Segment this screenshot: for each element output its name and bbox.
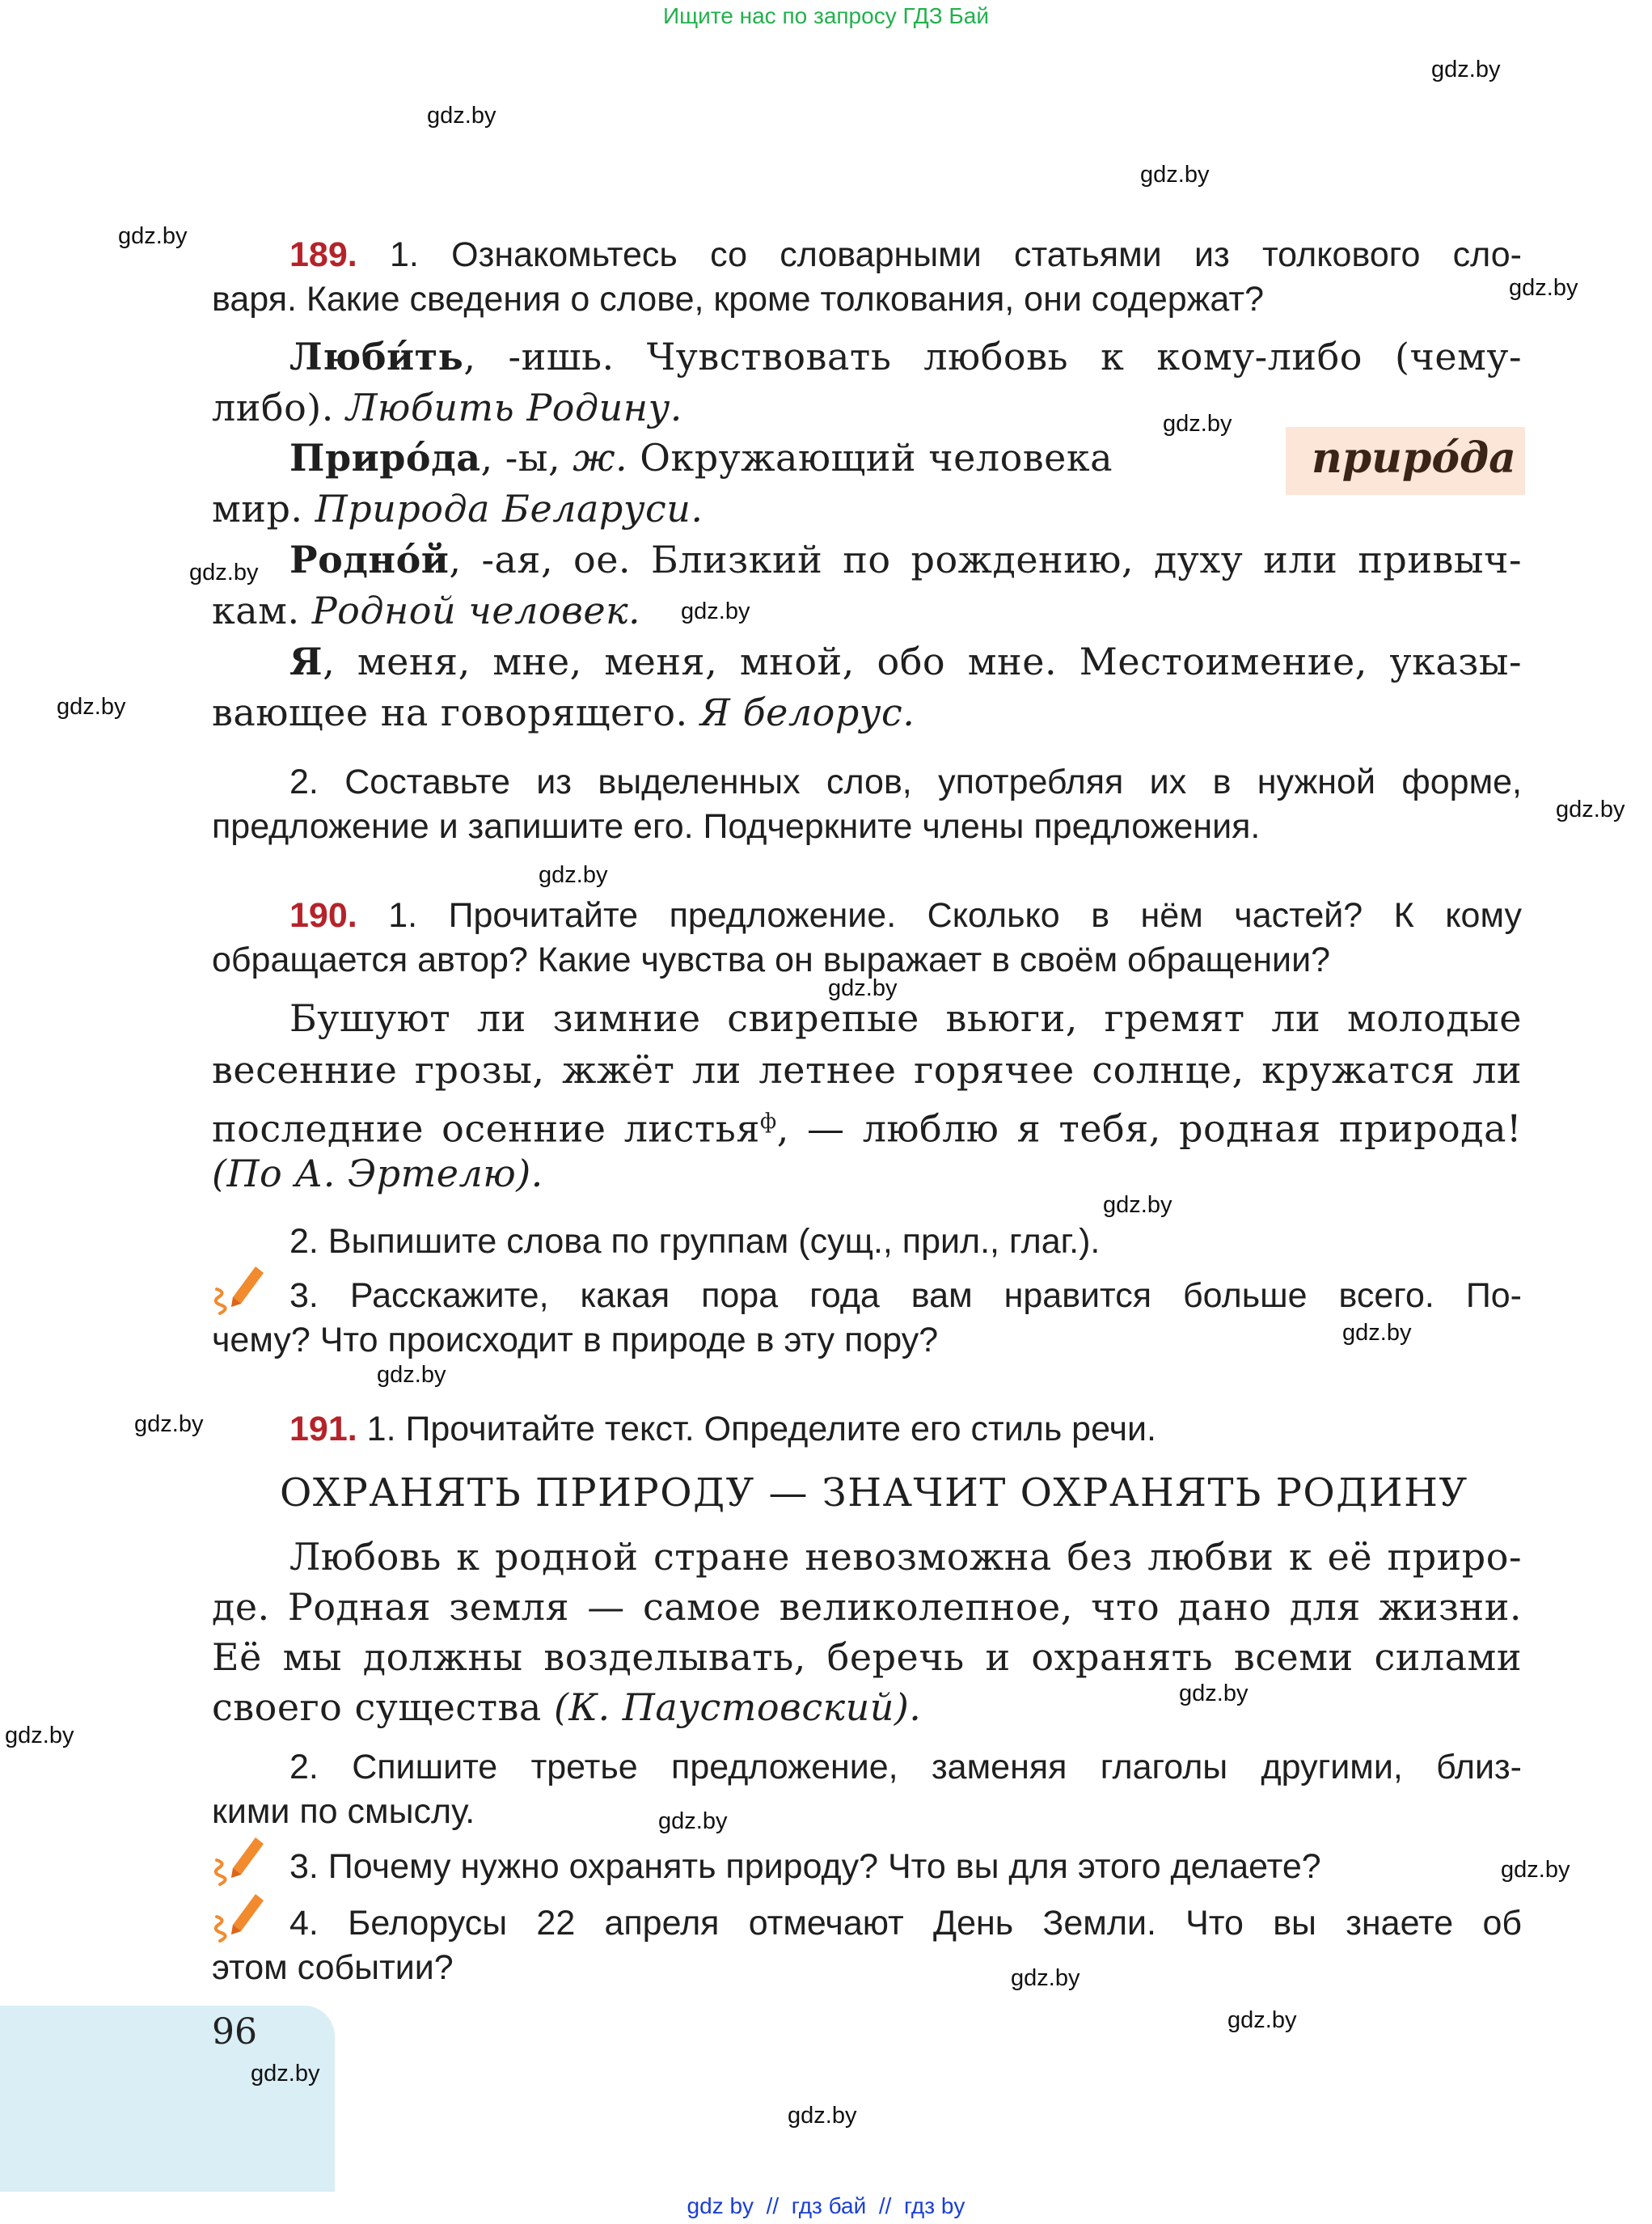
dictionary-entry-cont: мир. Природа Беларуси. — [212, 487, 703, 531]
pencil-icon — [209, 1829, 267, 1888]
ex191-task2-cont: кими по смыслу. — [212, 1792, 475, 1831]
watermark: gdz.by — [427, 103, 496, 129]
highlight-word: приро́да — [1312, 433, 1516, 483]
page-number: 96 — [212, 2011, 257, 2053]
search-banner[interactable]: Ищите нас по запросу ГДЗ Бай — [662, 3, 990, 28]
exercise-number: 189. — [289, 235, 357, 274]
ex191-text: своего существа (К. Паустовский). — [212, 1685, 922, 1729]
watermark: gdz.by — [1179, 1681, 1249, 1706]
ex189-task2-cont: предложение и запишите его. Подчеркните члены предложения. — [212, 807, 1261, 846]
exercise-number: 190. — [289, 896, 357, 935]
ex191-text: Её мы должны возделывать, беречь и охранять всеми силами — [212, 1635, 1522, 1679]
footnote-mark: ф — [759, 1110, 777, 1134]
watermark: gdz.by — [251, 2061, 320, 2087]
exercise-number: 191. — [289, 1410, 357, 1448]
ex190-task2: 2. Выпишите слова по группам (сущ., прил., глаг.). — [289, 1222, 1101, 1261]
ex191-task2: 2. Спишите третье предложение, заменяя глаголы другими, близ- — [289, 1748, 1522, 1786]
ex190-source: (По А. Эртелю). — [212, 1152, 543, 1195]
footer-link[interactable]: gdz by — [687, 2193, 754, 2218]
ex190-text: последние осенние листья$^ф$, — люблю я тебя, родная природа! — [212, 1106, 1522, 1151]
watermark: gdz.by — [189, 560, 259, 586]
watermark: gdz.by — [658, 1808, 728, 1834]
watermark: gdz.by — [539, 862, 608, 888]
watermark: gdz.by — [681, 598, 750, 624]
watermark: gdz.by — [57, 694, 126, 720]
ex191-task1: 191. 1. Прочитайте текст. Определите его стиль речи. — [289, 1410, 1156, 1448]
ex189-task1: 189. 1. Ознакомьтесь со словарными статьями из толкового сло- — [289, 235, 1522, 274]
ex190-task1: 190. 1. Прочитайте предложение. Сколько в нём частей? К кому — [289, 896, 1522, 935]
ex190-task3-cont: чему? Что происходит в природе в эту пору? — [212, 1321, 939, 1359]
ex190-text: Бушуют ли зимние свирепые вьюги, гремят ли молодые — [289, 996, 1522, 1040]
ex190-text: весенние грозы, жжёт ли летнее горячее солнце, кружатся ли — [212, 1048, 1522, 1092]
dictionary-entry-cont: вающее на говорящего. Я белорус. — [212, 691, 915, 734]
watermark: gdz.by — [1556, 797, 1625, 822]
dictionary-entry: Я, меня, мне, меня, мной, обо мне. Местоимение, указы- — [289, 640, 1522, 683]
watermark: gdz.by — [828, 975, 898, 1001]
ex191-text: де. Родная земля — самое великолепное, что дано для жизни. — [212, 1585, 1522, 1629]
dictionary-entry: Люби́ть, -ишь. Чувствовать любовь к кому-либо (чему- — [289, 335, 1522, 378]
footer-link[interactable]: гдз бай — [791, 2193, 867, 2218]
watermark: gdz.by — [1431, 57, 1501, 82]
footer-links: gdz by // гдз бай // гдз by — [687, 2193, 965, 2218]
dictionary-entry: Приро́да, -ы, ж. Окружающий человека — [289, 436, 1113, 480]
dictionary-entry: Родно́й, -ая, ое. Близкий по рождению, духу или привыч- — [289, 538, 1522, 581]
watermark: gdz.by — [1011, 1965, 1080, 1991]
ex191-text: Любовь к родной стране невозможна без любви к её приро- — [289, 1535, 1522, 1579]
watermark: gdz.by — [788, 2103, 857, 2129]
text-title: ОХРАНЯТЬ ПРИРОДУ — ЗНАЧИТ ОХРАНЯТЬ РОДИНУ — [280, 1470, 1468, 1516]
watermark: gdz.by — [1509, 275, 1578, 301]
ex191-task4: 4. Белорусы 22 апреля отмечают День Земли. Что вы знаете об — [289, 1904, 1522, 1943]
ex190-task1-cont: обращается автор? Какие чувства он выражает в своём обращении? — [212, 941, 1331, 979]
watermark: gdz.by — [1103, 1192, 1172, 1218]
ex189-task1-cont: варя. Какие сведения о слове, кроме толкования, они содержат? — [212, 280, 1265, 319]
ex191-task3: 3. Почему нужно охранять природу? Что вы для этого делаете? — [289, 1847, 1321, 1886]
footer-link[interactable]: гдз by — [903, 2193, 965, 2218]
watermark: gdz.by — [5, 1723, 74, 1748]
watermark: gdz.by — [1342, 1320, 1412, 1346]
watermark: gdz.by — [134, 1411, 204, 1437]
ex189-task2: 2. Составьте из выделенных слов, употребляя их в нужной форме, — [289, 763, 1522, 801]
ex191-task4-cont: этом событии? — [212, 1948, 454, 1987]
dictionary-entry-cont: либо). Любить Родину. — [212, 386, 682, 429]
watermark: gdz.by — [377, 1362, 446, 1388]
dictionary-entry-cont: кам. Родной человек. — [212, 589, 641, 632]
watermark: gdz.by — [118, 223, 188, 249]
watermark: gdz.by — [1227, 2007, 1297, 2033]
ex190-task3: 3. Расскажите, какая пора года вам нравится больше всего. По- — [289, 1276, 1522, 1315]
watermark: gdz.by — [1163, 411, 1232, 437]
page-number-box — [0, 2006, 335, 2192]
watermark: gdz.by — [1140, 162, 1210, 188]
watermark: gdz.by — [1501, 1857, 1570, 1883]
